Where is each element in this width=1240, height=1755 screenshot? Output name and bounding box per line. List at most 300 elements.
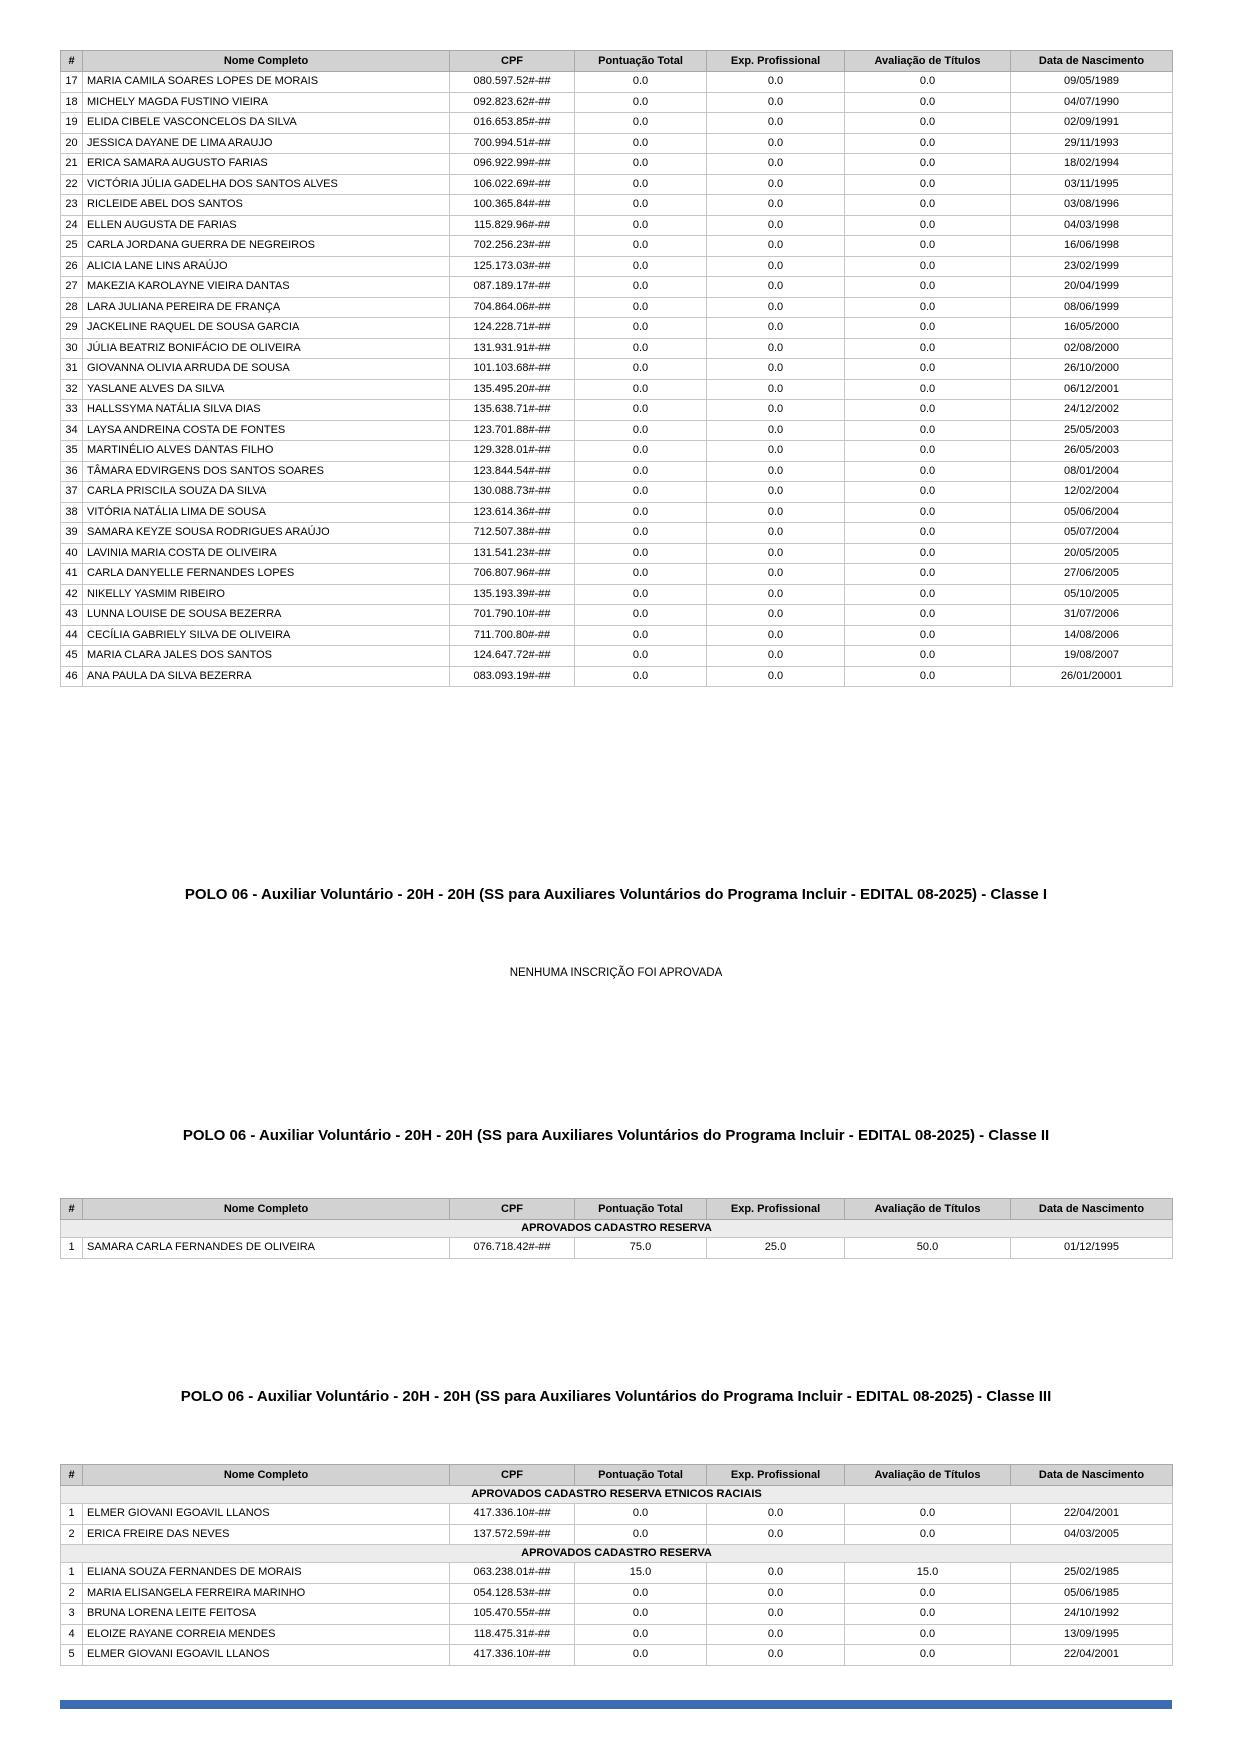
- row-number-cell: 3: [61, 1604, 83, 1625]
- column-header-3: CPF: [450, 1465, 575, 1486]
- professional-exp-cell: 0.0: [707, 338, 845, 359]
- titles-evaluation-cell: 0.0: [845, 400, 1011, 421]
- row-number-cell: 46: [61, 666, 83, 687]
- cpf-cell: 417.336.10#-##: [450, 1645, 575, 1666]
- birth-date-cell: 03/08/1996: [1011, 195, 1173, 216]
- total-score-cell: 0.0: [575, 72, 707, 93]
- titles-evaluation-cell: 0.0: [845, 564, 1011, 585]
- titles-evaluation-cell: 0.0: [845, 92, 1011, 113]
- row-number-cell: 4: [61, 1624, 83, 1645]
- name-cell: RICLEIDE ABEL DOS SANTOS: [83, 195, 450, 216]
- total-score-cell: 0.0: [575, 584, 707, 605]
- titles-evaluation-cell: 0.0: [845, 174, 1011, 195]
- professional-exp-cell: 0.0: [707, 441, 845, 462]
- name-cell: ANA PAULA DA SILVA BEZERRA: [83, 666, 450, 687]
- professional-exp-cell: 0.0: [707, 666, 845, 687]
- cpf-cell: 135.638.71#-##: [450, 400, 575, 421]
- birth-date-cell: 26/05/2003: [1011, 441, 1173, 462]
- birth-date-cell: 14/08/2006: [1011, 625, 1173, 646]
- row-number-cell: 35: [61, 441, 83, 462]
- titles-evaluation-cell: 0.0: [845, 625, 1011, 646]
- total-score-cell: 0.0: [575, 154, 707, 175]
- name-cell: MARIA CAMILA SOARES LOPES DE MORAIS: [83, 72, 450, 93]
- professional-exp-cell: 0.0: [707, 215, 845, 236]
- cpf-cell: 417.336.10#-##: [450, 1504, 575, 1525]
- birth-date-cell: 20/04/1999: [1011, 277, 1173, 298]
- birth-date-cell: 05/10/2005: [1011, 584, 1173, 605]
- row-number-cell: 1: [61, 1563, 83, 1584]
- table-row: [61, 1604, 1173, 1625]
- cpf-cell: 130.088.73#-##: [450, 482, 575, 503]
- total-score-cell: 0.0: [575, 133, 707, 154]
- table-row: [61, 113, 1173, 134]
- titles-evaluation-cell: 0.0: [845, 584, 1011, 605]
- row-number-cell: 24: [61, 215, 83, 236]
- titles-evaluation-cell: 0.0: [845, 338, 1011, 359]
- total-score-cell: 75.0: [575, 1238, 707, 1259]
- row-number-cell: 31: [61, 359, 83, 380]
- column-header-3: CPF: [450, 51, 575, 72]
- cpf-cell: 702.256.23#-##: [450, 236, 575, 257]
- name-cell: ELOIZE RAYANE CORREIA MENDES: [83, 1624, 450, 1645]
- professional-exp-cell: 0.0: [707, 523, 845, 544]
- professional-exp-cell: 0.0: [707, 564, 845, 585]
- table-row: [61, 646, 1173, 667]
- table-row: [61, 461, 1173, 482]
- name-cell: ELIANA SOUZA FERNANDES DE MORAIS: [83, 1563, 450, 1584]
- table-header-row: [61, 1465, 1173, 1486]
- column-header-4: Pontuação Total: [575, 51, 707, 72]
- titles-evaluation-cell: 0.0: [845, 195, 1011, 216]
- column-header-1: #: [61, 51, 83, 72]
- table-row: [61, 420, 1173, 441]
- name-cell: TÂMARA EDVIRGENS DOS SANTOS SOARES: [83, 461, 450, 482]
- table-row: [61, 174, 1173, 195]
- birth-date-cell: 26/10/2000: [1011, 359, 1173, 380]
- birth-date-cell: 24/10/1992: [1011, 1604, 1173, 1625]
- professional-exp-cell: 0.0: [707, 1645, 845, 1666]
- name-cell: NIKELLY YASMIM RIBEIRO: [83, 584, 450, 605]
- birth-date-cell: 06/12/2001: [1011, 379, 1173, 400]
- column-header-5: Exp. Profissional: [707, 51, 845, 72]
- titles-evaluation-cell: 0.0: [845, 1604, 1011, 1625]
- name-cell: ELMER GIOVANI EGOAVIL LLANOS: [83, 1504, 450, 1525]
- table-row: [61, 1645, 1173, 1666]
- titles-evaluation-cell: 0.0: [845, 256, 1011, 277]
- row-number-cell: 37: [61, 482, 83, 503]
- professional-exp-cell: 0.0: [707, 605, 845, 626]
- column-header-2: Nome Completo: [83, 1199, 450, 1220]
- table-row: [61, 277, 1173, 298]
- cpf-cell: 701.790.10#-##: [450, 605, 575, 626]
- total-score-cell: 0.0: [575, 1504, 707, 1525]
- name-cell: VICTÓRIA JÚLIA GADELHA DOS SANTOS ALVES: [83, 174, 450, 195]
- cpf-cell: 135.495.20#-##: [450, 379, 575, 400]
- group-header-label: APROVADOS CADASTRO RESERVA: [61, 1220, 1173, 1238]
- column-header-4: Pontuação Total: [575, 1199, 707, 1220]
- cpf-cell: 115.829.96#-##: [450, 215, 575, 236]
- cpf-cell: 704.864.06#-##: [450, 297, 575, 318]
- titles-evaluation-cell: 0.0: [845, 523, 1011, 544]
- total-score-cell: 0.0: [575, 318, 707, 339]
- row-number-cell: 45: [61, 646, 83, 667]
- name-cell: ERICA FREIRE DAS NEVES: [83, 1524, 450, 1545]
- row-number-cell: 23: [61, 195, 83, 216]
- professional-exp-cell: 0.0: [707, 236, 845, 257]
- cpf-cell: 123.614.36#-##: [450, 502, 575, 523]
- name-cell: MARIA CLARA JALES DOS SANTOS: [83, 646, 450, 667]
- table-row: [61, 523, 1173, 544]
- birth-date-cell: 02/08/2000: [1011, 338, 1173, 359]
- total-score-cell: 0.0: [575, 1583, 707, 1604]
- row-number-cell: 30: [61, 338, 83, 359]
- cpf-cell: 101.103.68#-##: [450, 359, 575, 380]
- birth-date-cell: 01/12/1995: [1011, 1238, 1173, 1259]
- name-cell: MICHELY MAGDA FUSTINO VIEIRA: [83, 92, 450, 113]
- birth-date-cell: 22/04/2001: [1011, 1504, 1173, 1525]
- group-header-row: [61, 1220, 1173, 1238]
- column-header-4: Pontuação Total: [575, 1465, 707, 1486]
- birth-date-cell: 29/11/1993: [1011, 133, 1173, 154]
- group-header-row: [61, 1545, 1173, 1563]
- column-header-2: Nome Completo: [83, 51, 450, 72]
- row-number-cell: 40: [61, 543, 83, 564]
- total-score-cell: 0.0: [575, 359, 707, 380]
- birth-date-cell: 12/02/2004: [1011, 482, 1173, 503]
- name-cell: JESSICA DAYANE DE LIMA ARAUJO: [83, 133, 450, 154]
- titles-evaluation-cell: 0.0: [845, 277, 1011, 298]
- cpf-cell: 016.653.85#-##: [450, 113, 575, 134]
- table-row: [61, 666, 1173, 687]
- titles-evaluation-cell: 0.0: [845, 543, 1011, 564]
- birth-date-cell: 26/01/20001: [1011, 666, 1173, 687]
- group-header-label: APROVADOS CADASTRO RESERVA: [61, 1545, 1173, 1563]
- birth-date-cell: 18/02/1994: [1011, 154, 1173, 175]
- row-number-cell: 32: [61, 379, 83, 400]
- name-cell: LAYSA ANDREINA COSTA DE FONTES: [83, 420, 450, 441]
- row-number-cell: 42: [61, 584, 83, 605]
- table-row: [61, 1524, 1173, 1545]
- birth-date-cell: 20/05/2005: [1011, 543, 1173, 564]
- titles-evaluation-cell: 0.0: [845, 502, 1011, 523]
- professional-exp-cell: 0.0: [707, 1604, 845, 1625]
- titles-evaluation-cell: 0.0: [845, 441, 1011, 462]
- row-number-cell: 36: [61, 461, 83, 482]
- name-cell: JACKELINE RAQUEL DE SOUSA GARCIA: [83, 318, 450, 339]
- table-row: [61, 482, 1173, 503]
- professional-exp-cell: 0.0: [707, 277, 845, 298]
- cpf-cell: 123.844.54#-##: [450, 461, 575, 482]
- column-header-7: Data de Nascimento: [1011, 51, 1173, 72]
- footer-bar: [60, 1700, 1172, 1709]
- total-score-cell: 0.0: [575, 482, 707, 503]
- results-table-classe3: [60, 1464, 1173, 1666]
- table-row: [61, 1563, 1173, 1584]
- birth-date-cell: 25/02/1985: [1011, 1563, 1173, 1584]
- total-score-cell: 0.0: [575, 1524, 707, 1545]
- professional-exp-cell: 0.0: [707, 482, 845, 503]
- table-row: [61, 236, 1173, 257]
- row-number-cell: 22: [61, 174, 83, 195]
- cpf-cell: 076.718.42#-##: [450, 1238, 575, 1259]
- birth-date-cell: 19/08/2007: [1011, 646, 1173, 667]
- titles-evaluation-cell: 0.0: [845, 461, 1011, 482]
- titles-evaluation-cell: 0.0: [845, 646, 1011, 667]
- total-score-cell: 0.0: [575, 92, 707, 113]
- total-score-cell: 0.0: [575, 605, 707, 626]
- titles-evaluation-cell: 0.0: [845, 215, 1011, 236]
- row-number-cell: 41: [61, 564, 83, 585]
- row-number-cell: 1: [61, 1238, 83, 1259]
- birth-date-cell: 22/04/2001: [1011, 1645, 1173, 1666]
- total-score-cell: 0.0: [575, 543, 707, 564]
- total-score-cell: 0.0: [575, 338, 707, 359]
- name-cell: LUNNA LOUISE DE SOUSA BEZERRA: [83, 605, 450, 626]
- professional-exp-cell: 0.0: [707, 646, 845, 667]
- table-row: [61, 318, 1173, 339]
- cpf-cell: 092.823.62#-##: [450, 92, 575, 113]
- professional-exp-cell: 0.0: [707, 420, 845, 441]
- cpf-cell: 105.470.55#-##: [450, 1604, 575, 1625]
- birth-date-cell: 24/12/2002: [1011, 400, 1173, 421]
- column-header-7: Data de Nascimento: [1011, 1199, 1173, 1220]
- row-number-cell: 20: [61, 133, 83, 154]
- row-number-cell: 28: [61, 297, 83, 318]
- cpf-cell: 131.931.91#-##: [450, 338, 575, 359]
- name-cell: ERICA SAMARA AUGUSTO FARIAS: [83, 154, 450, 175]
- birth-date-cell: 27/06/2005: [1011, 564, 1173, 585]
- name-cell: VITÓRIA NATÁLIA LIMA DE SOUSA: [83, 502, 450, 523]
- total-score-cell: 0.0: [575, 113, 707, 134]
- professional-exp-cell: 0.0: [707, 625, 845, 646]
- row-number-cell: 38: [61, 502, 83, 523]
- group-header-row: [61, 1486, 1173, 1504]
- titles-evaluation-cell: 0.0: [845, 1504, 1011, 1525]
- column-header-5: Exp. Profissional: [707, 1465, 845, 1486]
- row-number-cell: 5: [61, 1645, 83, 1666]
- professional-exp-cell: 0.0: [707, 461, 845, 482]
- professional-exp-cell: 0.0: [707, 1504, 845, 1525]
- row-number-cell: 17: [61, 72, 83, 93]
- total-score-cell: 0.0: [575, 1624, 707, 1645]
- name-cell: CARLA PRISCILA SOUZA DA SILVA: [83, 482, 450, 503]
- total-score-cell: 0.0: [575, 523, 707, 544]
- professional-exp-cell: 25.0: [707, 1238, 845, 1259]
- cpf-cell: 106.022.69#-##: [450, 174, 575, 195]
- total-score-cell: 0.0: [575, 1645, 707, 1666]
- total-score-cell: 0.0: [575, 277, 707, 298]
- table-row: [61, 195, 1173, 216]
- titles-evaluation-cell: 0.0: [845, 482, 1011, 503]
- total-score-cell: 0.0: [575, 420, 707, 441]
- name-cell: JÚLIA BEATRIZ BONIFÁCIO DE OLIVEIRA: [83, 338, 450, 359]
- total-score-cell: 0.0: [575, 195, 707, 216]
- professional-exp-cell: 0.0: [707, 379, 845, 400]
- column-header-1: #: [61, 1465, 83, 1486]
- name-cell: MARIA ELISANGELA FERREIRA MARINHO: [83, 1583, 450, 1604]
- row-number-cell: 1: [61, 1504, 83, 1525]
- birth-date-cell: 08/06/1999: [1011, 297, 1173, 318]
- cpf-cell: 080.597.52#-##: [450, 72, 575, 93]
- column-header-6: Avaliação de Títulos: [845, 51, 1011, 72]
- titles-evaluation-cell: 0.0: [845, 133, 1011, 154]
- cpf-cell: 063.238.01#-##: [450, 1563, 575, 1584]
- table-row: [61, 215, 1173, 236]
- row-number-cell: 39: [61, 523, 83, 544]
- professional-exp-cell: 0.0: [707, 72, 845, 93]
- titles-evaluation-cell: 0.0: [845, 359, 1011, 380]
- titles-evaluation-cell: 0.0: [845, 1645, 1011, 1666]
- table-row: [61, 564, 1173, 585]
- cpf-cell: 135.193.39#-##: [450, 584, 575, 605]
- cpf-cell: 700.994.51#-##: [450, 133, 575, 154]
- titles-evaluation-cell: 0.0: [845, 236, 1011, 257]
- total-score-cell: 0.0: [575, 646, 707, 667]
- row-number-cell: 27: [61, 277, 83, 298]
- results-table-previous-class: [60, 50, 1173, 687]
- table-row: [61, 1504, 1173, 1525]
- total-score-cell: 0.0: [575, 256, 707, 277]
- professional-exp-cell: 0.0: [707, 1563, 845, 1584]
- professional-exp-cell: 0.0: [707, 543, 845, 564]
- titles-evaluation-cell: 0.0: [845, 1624, 1011, 1645]
- titles-evaluation-cell: 15.0: [845, 1563, 1011, 1584]
- row-number-cell: 29: [61, 318, 83, 339]
- table-row: [61, 92, 1173, 113]
- column-header-5: Exp. Profissional: [707, 1199, 845, 1220]
- table-row: [61, 1238, 1173, 1259]
- name-cell: LARA JULIANA PEREIRA DE FRANÇA: [83, 297, 450, 318]
- name-cell: MAKEZIA KAROLAYNE VIEIRA DANTAS: [83, 277, 450, 298]
- professional-exp-cell: 0.0: [707, 1524, 845, 1545]
- table-row: [61, 625, 1173, 646]
- row-number-cell: 21: [61, 154, 83, 175]
- professional-exp-cell: 0.0: [707, 318, 845, 339]
- titles-evaluation-cell: 0.0: [845, 297, 1011, 318]
- birth-date-cell: 05/06/2004: [1011, 502, 1173, 523]
- total-score-cell: 0.0: [575, 666, 707, 687]
- table-row: [61, 400, 1173, 421]
- group-header-label: APROVADOS CADASTRO RESERVA ETNICOS RACIAIS: [61, 1486, 1173, 1504]
- cpf-cell: 137.572.59#-##: [450, 1524, 575, 1545]
- column-header-1: #: [61, 1199, 83, 1220]
- cpf-cell: 124.647.72#-##: [450, 646, 575, 667]
- column-header-3: CPF: [450, 1199, 575, 1220]
- professional-exp-cell: 0.0: [707, 359, 845, 380]
- table-header-row: [61, 1199, 1173, 1220]
- classe3-heading: POLO 06 - Auxiliar Voluntário - 20H - 20H (SS para Auxiliares Voluntários do Programa Incluir - EDITAL 08-2025) - Classe III: [180, 1388, 1052, 1405]
- table-row: [61, 154, 1173, 175]
- table-row: [61, 1583, 1173, 1604]
- name-cell: BRUNA LORENA LEITE FEITOSA: [83, 1604, 450, 1625]
- total-score-cell: 0.0: [575, 297, 707, 318]
- row-number-cell: 44: [61, 625, 83, 646]
- professional-exp-cell: 0.0: [707, 133, 845, 154]
- table-row: [61, 379, 1173, 400]
- column-header-7: Data de Nascimento: [1011, 1465, 1173, 1486]
- professional-exp-cell: 0.0: [707, 113, 845, 134]
- name-cell: ELLEN AUGUSTA DE FARIAS: [83, 215, 450, 236]
- row-number-cell: 25: [61, 236, 83, 257]
- name-cell: CECÍLIA GABRIELY SILVA DE OLIVEIRA: [83, 625, 450, 646]
- table-row: [61, 584, 1173, 605]
- birth-date-cell: 04/03/2005: [1011, 1524, 1173, 1545]
- cpf-cell: 123.701.88#-##: [450, 420, 575, 441]
- birth-date-cell: 02/09/1991: [1011, 113, 1173, 134]
- name-cell: SAMARA CARLA FERNANDES DE OLIVEIRA: [83, 1238, 450, 1259]
- titles-evaluation-cell: 0.0: [845, 605, 1011, 626]
- table-header-row: [61, 51, 1173, 72]
- cpf-cell: 711.700.80#-##: [450, 625, 575, 646]
- birth-date-cell: 08/01/2004: [1011, 461, 1173, 482]
- table-row: [61, 543, 1173, 564]
- professional-exp-cell: 0.0: [707, 195, 845, 216]
- total-score-cell: 15.0: [575, 1563, 707, 1584]
- column-header-2: Nome Completo: [83, 1465, 450, 1486]
- titles-evaluation-cell: 0.0: [845, 420, 1011, 441]
- table-row: [61, 297, 1173, 318]
- name-cell: ELMER GIOVANI EGOAVIL LLANOS: [83, 1645, 450, 1666]
- name-cell: LAVINIA MARIA COSTA DE OLIVEIRA: [83, 543, 450, 564]
- cpf-cell: 124.228.71#-##: [450, 318, 575, 339]
- professional-exp-cell: 0.0: [707, 297, 845, 318]
- titles-evaluation-cell: 0.0: [845, 72, 1011, 93]
- professional-exp-cell: 0.0: [707, 154, 845, 175]
- results-table-classe2: [60, 1198, 1173, 1259]
- cpf-cell: 118.475.31#-##: [450, 1624, 575, 1645]
- table-row: [61, 133, 1173, 154]
- name-cell: CARLA JORDANA GUERRA DE NEGREIROS: [83, 236, 450, 257]
- professional-exp-cell: 0.0: [707, 584, 845, 605]
- titles-evaluation-cell: 0.0: [845, 379, 1011, 400]
- table-row: [61, 502, 1173, 523]
- classe1-heading: POLO 06 - Auxiliar Voluntário - 20H - 20H (SS para Auxiliares Voluntários do Programa Incluir - EDITAL 08-2025) - Classe I: [184, 886, 1048, 903]
- total-score-cell: 0.0: [575, 400, 707, 421]
- professional-exp-cell: 0.0: [707, 502, 845, 523]
- name-cell: SAMARA KEYZE SOUSA RODRIGUES ARAÚJO: [83, 523, 450, 544]
- titles-evaluation-cell: 0.0: [845, 154, 1011, 175]
- cpf-cell: 096.922.99#-##: [450, 154, 575, 175]
- professional-exp-cell: 0.0: [707, 174, 845, 195]
- name-cell: CARLA DANYELLE FERNANDES LOPES: [83, 564, 450, 585]
- classe2-heading: POLO 06 - Auxiliar Voluntário - 20H - 20H (SS para Auxiliares Voluntários do Programa Incluir - EDITAL 08-2025) - Classe II: [182, 1127, 1050, 1144]
- name-cell: HALLSSYMA NATÁLIA SILVA DIAS: [83, 400, 450, 421]
- birth-date-cell: 16/06/1998: [1011, 236, 1173, 257]
- column-header-6: Avaliação de Títulos: [845, 1199, 1011, 1220]
- table-row: [61, 256, 1173, 277]
- row-number-cell: 43: [61, 605, 83, 626]
- row-number-cell: 2: [61, 1524, 83, 1545]
- cpf-cell: 131.541.23#-##: [450, 543, 575, 564]
- birth-date-cell: 16/05/2000: [1011, 318, 1173, 339]
- row-number-cell: 19: [61, 113, 83, 134]
- professional-exp-cell: 0.0: [707, 1583, 845, 1604]
- table-row: [61, 605, 1173, 626]
- name-cell: MARTINÉLIO ALVES DANTAS FILHO: [83, 441, 450, 462]
- titles-evaluation-cell: 50.0: [845, 1238, 1011, 1259]
- professional-exp-cell: 0.0: [707, 256, 845, 277]
- total-score-cell: 0.0: [575, 215, 707, 236]
- name-cell: YASLANE ALVES DA SILVA: [83, 379, 450, 400]
- birth-date-cell: 03/11/1995: [1011, 174, 1173, 195]
- table-row: [61, 441, 1173, 462]
- birth-date-cell: 04/03/1998: [1011, 215, 1173, 236]
- titles-evaluation-cell: 0.0: [845, 318, 1011, 339]
- titles-evaluation-cell: 0.0: [845, 113, 1011, 134]
- table-row: [61, 359, 1173, 380]
- table-row: [61, 72, 1173, 93]
- cpf-cell: 083.093.19#-##: [450, 666, 575, 687]
